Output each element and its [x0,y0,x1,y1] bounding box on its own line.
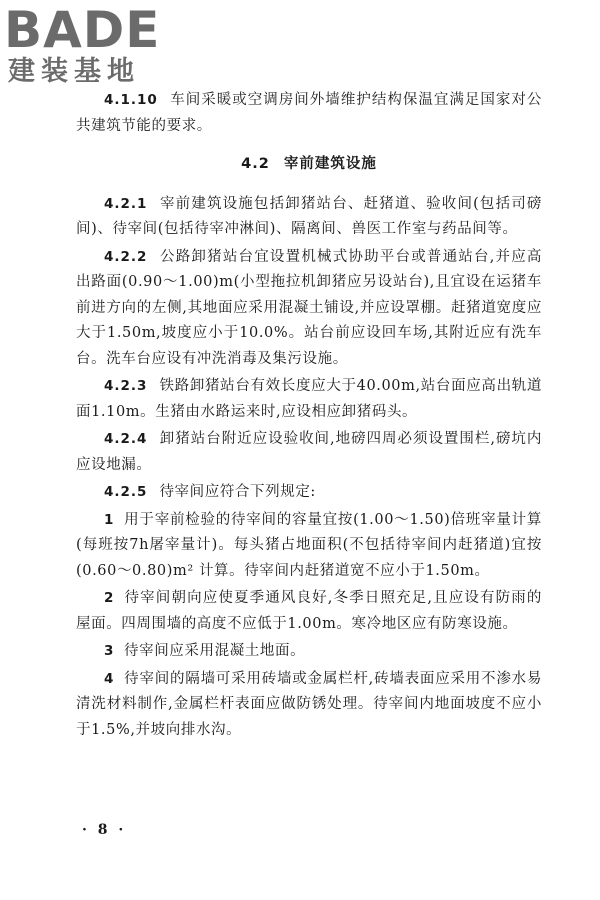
list-item-4 [76,667,542,744]
clause-4-2-5 [76,480,542,506]
section-heading [76,151,542,178]
item-number: 4 [104,670,114,687]
clause-number: 4.2.2 [104,248,148,265]
item-number: 1 [104,511,114,528]
clause-number: 4.2.3 [104,378,148,394]
clause-text: 公路卸猪站台宜设置机械式协助平台或普通站台,并应高出路面(0.90～1.00)m(小型拖拉机卸猪应另设站台),且宜设在运猪车前进方向的左侧,其地面应采用混凝土铺设,并应设罩棚。赶猪道宽度应大于1.50m,坡度应小于10.0%。站台前应设回车场,其附近应有洗车台。洗车台应设有冲洗消毒及集污设施。 [76,248,542,367]
clause-number: 4.2.5 [104,484,148,500]
clause-number: 4.1.10 [104,92,158,108]
clause-text: 宰前建筑设施包括卸猪站台、赶猪道、验收间(包括司磅间)、待宰间(包括待宰冲淋间)、隔离间、兽医工作室与药品间等。 [76,195,542,237]
section-title: 宰前建筑设施 [283,155,377,172]
clause-text: 铁路卸猪站台有效长度应大于40.00m,站台面应高出轨道面1.10m。生猪由水路运来时,应设相应卸猪码头。 [76,378,542,420]
section-number: 4.2 [241,156,270,172]
clause-number: 4.2.1 [104,195,148,212]
clause-4-2-3 [76,374,542,425]
list-item-3 [76,639,542,665]
clause-number: 4.2.4 [104,431,148,447]
document-body [76,88,542,745]
clause-text: 卸猪站台附近应设验收间,地磅四周必须设置围栏,磅坑内应设地漏。 [76,431,542,473]
item-text: 待宰间的隔墙可采用砖墙或金属栏杆,砖墙表面应采用不渗水易清洗材料制作,金属栏杆表面应做防锈处理。待宰间内地面坡度不应小于1.5%,并坡向排水沟。 [76,670,542,738]
clause-text: 车间采暖或空调房间外墙维护结构保温宜满足国家对公共建筑节能的要求。 [76,92,542,134]
item-number: 2 [104,590,114,606]
clause-4-2-4 [76,427,542,478]
logo-wordmark: BADE [4,1,161,59]
logo-subtitle: 建装基地 [8,56,140,87]
page-number: · 8 · [82,822,127,838]
clause-4-2-1 [76,192,542,243]
item-text: 待宰间朝向应使夏季通风良好,冬季日照充足,且应设有防雨的屋面。四周围墙的高度不应低于1.00m。寒冷地区应有防寒设施。 [76,590,542,632]
item-number: 3 [104,643,114,659]
item-text: 用于宰前检验的待宰间的容量宜按(1.00～1.50)倍班宰量计算(每班按7h屠宰量计)。每头猪占地面积(不包括待宰间内赶猪道)宜按(0.60～0.80)m² 计算。待宰间内赶猪道宽不应小于1.50m。 [76,511,542,579]
clause-text: 待宰间应符合下列规定: [159,484,316,500]
clause-4-1-10 [76,88,542,139]
list-item-2 [76,586,542,637]
clause-4-2-2 [76,245,542,373]
list-item-1 [76,508,542,585]
bade-logo [4,1,179,92]
item-text: 待宰间应采用混凝土地面。 [124,643,306,659]
